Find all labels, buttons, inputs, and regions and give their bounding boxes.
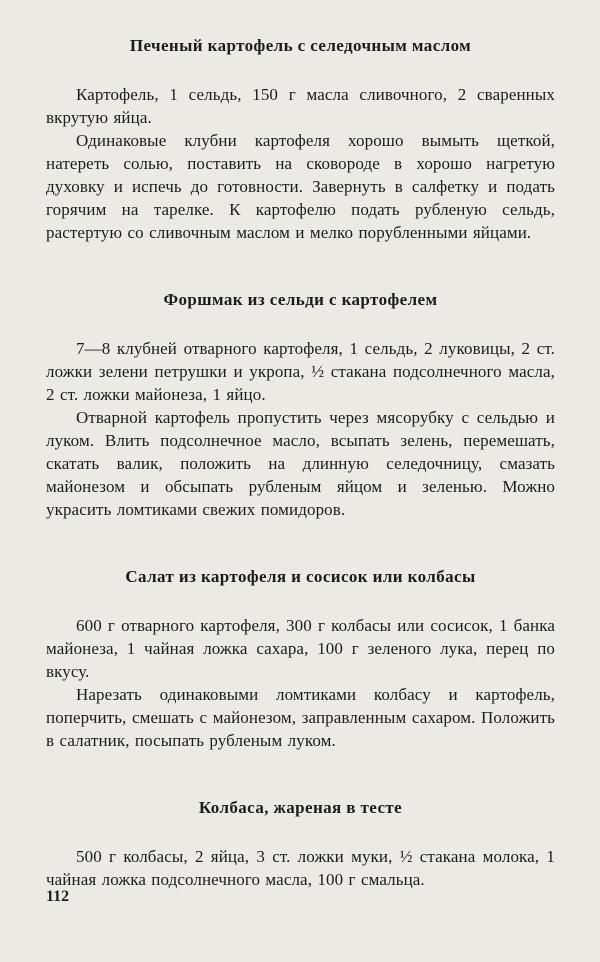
recipe-title: Салат из картофеля и сосисок или колбасы	[125, 567, 476, 586]
recipe-ingredients: 7—8 клубней отварного картофеля, 1 сельдь, 2 луковицы, 2 ст. ложки зелени петрушки и укропа, ½ стакана подсолнечного масла, 2 ст. ложки майонеза, 1 яйцо.	[46, 339, 555, 404]
recipe-title: Печеный картофель с селедочным маслом	[129, 36, 472, 55]
recipe-section-potato-sausage-salad	[46, 567, 555, 752]
recipe-instructions: Одинаковые клубни картофеля хорошо вымыть щеткой, натереть солью, поставить на сковороде в хорошо нагретую духовку и испечь до готовности. Завернуть в салфетку и подать горячим на тарелке. К картофелю подать рубленую сельдь, растертую со сливочным маслом и мелко порубленными яйцами.	[46, 131, 555, 242]
recipe-section-baked-potatoes	[46, 36, 555, 244]
recipe-section-forshmak	[46, 290, 555, 521]
recipe-title: Колбаса, жареная в тесте	[198, 798, 403, 817]
recipe-title: Форшмак из сельди с картофелем	[163, 290, 438, 309]
recipe-ingredients: Картофель, 1 сельдь, 150 г масла сливочного, 2 сваренных вкрутую яйца.	[46, 85, 555, 127]
recipe-ingredients: 500 г колбасы, 2 яйца, 3 ст. ложки муки, ½ стакана молока, 1 чайная ложка подсолнечного масла, 100 г смальца.	[46, 847, 555, 889]
recipe-instructions: Нарезать одинаковыми ломтиками колбасу и картофель, поперчить, смешать с майонезом, заправленным сахаром. Положить в салатник, посыпать рубленым луком.	[46, 685, 555, 750]
recipe-section-fried-sausage-in-batter	[46, 798, 555, 891]
recipe-ingredients: 600 г отварного картофеля, 300 г колбасы или сосисок, 1 банка майонеза, 1 чайная ложка сахара, 100 г зеленого лука, перец по вкусу.	[46, 616, 555, 681]
recipe-instructions: Отварной картофель пропустить через мясорубку с сельдью и луком. Влить подсолнечное масло, всыпать зелень, перемешать, скатать валик, положить на длинную селедочницу, смазать майонезом и обсыпать рубленым яйцом и зеленью. Можно украсить ломтиками свежих помидоров.	[46, 408, 555, 519]
page-number: 112	[46, 888, 70, 905]
